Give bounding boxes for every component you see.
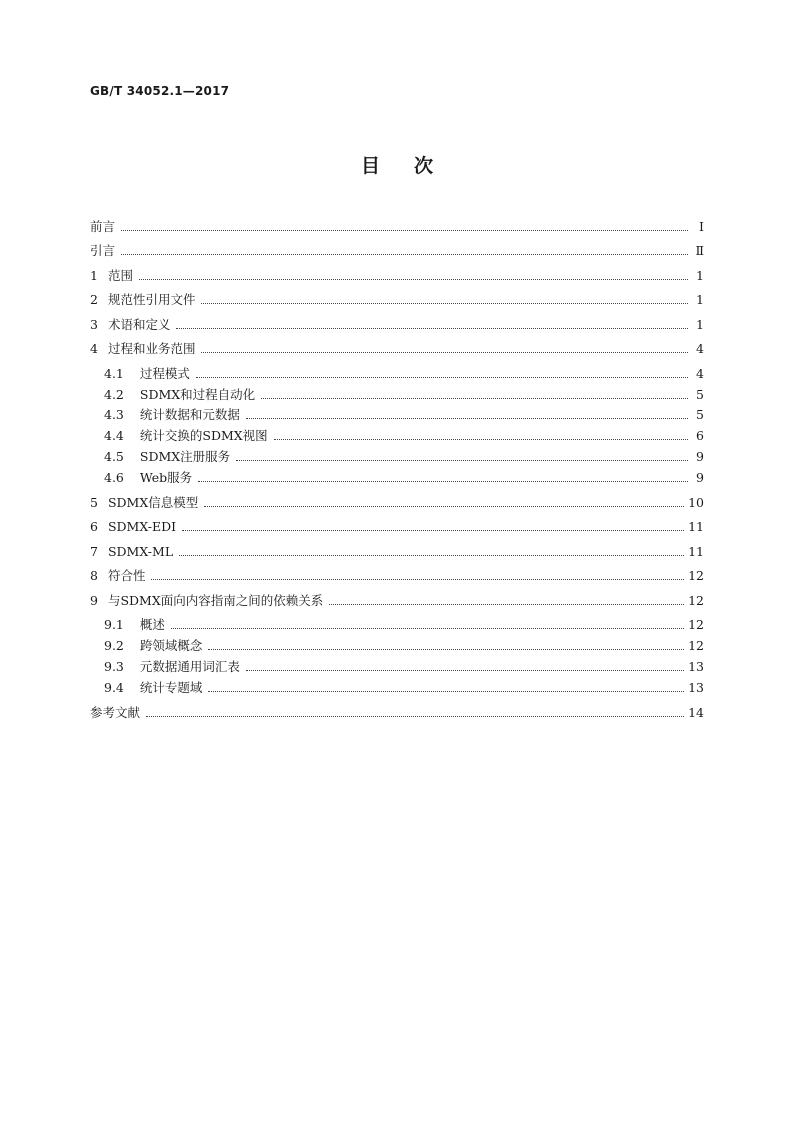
toc-leader-dots	[236, 460, 688, 461]
toc-entry-label: 概述	[139, 617, 165, 632]
toc-entry-number: 4	[90, 341, 98, 356]
toc-entry-number: 7	[90, 544, 98, 559]
toc-entry-label: 过程和业务范围	[107, 341, 196, 356]
toc-entry-page: Ⅰ	[699, 219, 704, 234]
toc-entry-4-5[interactable]	[104, 449, 704, 465]
toc-leader-dots	[139, 279, 688, 280]
toc-entry-page: 4	[696, 366, 704, 381]
toc-entry-label: SDMX-ML	[107, 544, 174, 559]
toc-entry-4[interactable]	[90, 341, 704, 357]
toc-entry-number: 4.2	[104, 387, 124, 402]
toc-entry-4-3[interactable]	[104, 407, 704, 423]
toc-entry-page: 13	[688, 680, 704, 695]
toc-entry-label: 参考文献	[90, 705, 141, 720]
toc-entry-number: 6	[90, 519, 98, 534]
toc-entry-label: SDMX注册服务	[139, 449, 231, 464]
toc-entry-page: 11	[688, 544, 704, 559]
toc-entry-number: 9.2	[104, 638, 124, 653]
toc-entry-number: 4.5	[104, 449, 124, 464]
toc-entry-label: 范围	[107, 268, 133, 283]
toc-entry-number: 4.4	[104, 428, 124, 443]
toc-entry-bibliography[interactable]	[90, 705, 704, 721]
toc-leader-dots	[171, 628, 684, 629]
toc-entry-page: 5	[696, 407, 704, 422]
toc-leader-dots	[179, 555, 684, 556]
toc-entry-page: Ⅱ	[695, 243, 704, 258]
toc-leader-dots	[204, 506, 684, 507]
toc-entry-number: 4.6	[104, 470, 124, 485]
toc-entry-page: 11	[688, 519, 704, 534]
toc-leader-dots	[261, 398, 688, 399]
toc-entry-1[interactable]	[90, 268, 704, 284]
toc-entry-label: 前言	[90, 219, 116, 234]
toc-entry-5[interactable]	[90, 495, 704, 511]
toc-leader-dots	[201, 352, 688, 353]
toc-entry-label: SDMX信息模型	[107, 495, 199, 510]
toc-entry-9-4[interactable]	[104, 680, 704, 696]
toc-entry-introduction[interactable]	[90, 243, 704, 259]
toc-leader-dots	[176, 328, 688, 329]
toc-entry-label: 统计数据和元数据	[139, 407, 240, 422]
toc-entry-label: 过程模式	[139, 366, 190, 381]
toc-entry-9-1[interactable]	[104, 617, 704, 633]
toc-entry-4-2[interactable]	[104, 387, 704, 403]
toc-leader-dots	[121, 230, 688, 231]
toc-entry-4-6[interactable]	[104, 470, 704, 486]
toc-leader-dots	[146, 716, 684, 717]
toc-entry-label: 引言	[90, 243, 116, 258]
toc-leader-dots	[246, 670, 684, 671]
toc-entry-label: SDMX和过程自动化	[139, 387, 256, 402]
toc-entry-page: 6	[696, 428, 704, 443]
toc-entry-number: 4.3	[104, 407, 124, 422]
toc-leader-dots	[201, 303, 688, 304]
toc-entry-number: 4.1	[104, 366, 124, 381]
toc-entry-page: 10	[688, 495, 704, 510]
toc-leader-dots	[274, 439, 688, 440]
toc-entry-number: 3	[90, 317, 98, 332]
toc-leader-dots	[246, 418, 688, 419]
toc-entry-page: 9	[696, 470, 704, 485]
toc-entry-label: 符合性	[107, 568, 146, 583]
toc-entry-2[interactable]	[90, 292, 704, 308]
toc-entry-label: 规范性引用文件	[107, 292, 196, 307]
toc-entry-label: SDMX-EDI	[107, 519, 177, 534]
toc-entry-number: 5	[90, 495, 98, 510]
toc-entry-page: 12	[688, 638, 704, 653]
toc-leader-dots	[198, 481, 688, 482]
toc-entry-label: 术语和定义	[107, 317, 171, 332]
toc-entry-page: 4	[696, 341, 704, 356]
toc-leader-dots	[151, 579, 684, 580]
toc-entry-4-4[interactable]	[104, 428, 704, 444]
toc-entry-page: 1	[696, 292, 704, 307]
toc-leader-dots	[208, 649, 684, 650]
toc-entry-number: 8	[90, 568, 98, 583]
toc-entry-page: 5	[696, 387, 704, 402]
toc-entry-number: 1	[90, 268, 98, 283]
toc-entry-label: Web服务	[139, 470, 193, 485]
toc-entry-number: 9.4	[104, 680, 124, 695]
toc-entry-7[interactable]	[90, 544, 704, 560]
toc-leader-dots	[121, 254, 688, 255]
toc-entry-number: 9.1	[104, 617, 124, 632]
toc-entry-4-1[interactable]	[104, 366, 704, 382]
toc-leader-dots	[208, 691, 684, 692]
toc-entry-label: 统计交换的SDMX视图	[139, 428, 268, 443]
toc-entry-page: 12	[688, 617, 704, 632]
toc-title: 目次	[360, 155, 467, 177]
toc-entry-label: 跨领域概念	[139, 638, 203, 653]
toc-entry-page: 13	[688, 659, 704, 674]
toc-entry-3[interactable]	[90, 317, 704, 333]
toc-entry-9-2[interactable]	[104, 638, 704, 654]
toc-entry-number: 2	[90, 292, 98, 307]
toc-entry-number: 9	[90, 593, 98, 608]
toc-entry-page: 1	[696, 317, 704, 332]
toc-leader-dots	[329, 604, 684, 605]
toc-entry-label: 统计专题域	[139, 680, 203, 695]
toc-entry-9-3[interactable]	[104, 659, 704, 675]
toc-entry-foreword[interactable]	[90, 219, 704, 235]
document-code: GB/T 34052.1—2017	[90, 84, 230, 98]
toc-entry-page: 14	[688, 705, 704, 720]
toc-entry-label: 与SDMX面向内容指南之间的依赖关系	[107, 593, 324, 608]
toc-leader-dots	[182, 530, 684, 531]
toc-entry-page: 1	[696, 268, 704, 283]
toc-entry-number: 9.3	[104, 659, 124, 674]
toc-entry-page: 12	[688, 593, 704, 608]
toc-entry-label: 元数据通用词汇表	[139, 659, 240, 674]
toc-entry-6[interactable]	[90, 519, 704, 535]
toc-entry-page: 9	[696, 449, 704, 464]
toc-entry-page: 12	[688, 568, 704, 583]
toc-leader-dots	[196, 377, 688, 378]
toc-entry-9[interactable]	[90, 593, 704, 609]
toc-entry-8[interactable]	[90, 568, 704, 584]
